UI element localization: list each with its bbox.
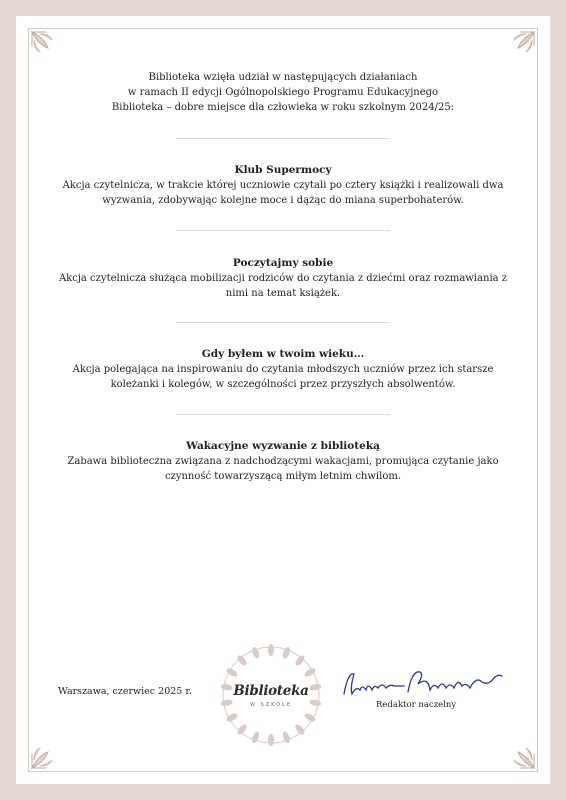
section-line: czynność towarzyszącą miłym letnim chwilom. (164, 471, 402, 482)
section-klub-supermocy (56, 163, 510, 208)
divider (176, 414, 390, 415)
section-line: wyzwania, zdobywając kolejne moce i dążąc do miana superbohaterów. (102, 195, 464, 206)
library-seal-logo (216, 640, 326, 750)
divider (176, 230, 390, 231)
signer-role: Redaktor naczelny (376, 700, 457, 710)
section-description (56, 178, 510, 208)
section-description (56, 271, 510, 301)
section-wakacyjne-wyzwanie (56, 439, 510, 484)
corner-ornament-icon (30, 30, 66, 66)
section-line: Akcja czytelnicza, w trakcie której uczniowie czytali po cztery książki i realizowali dwa (62, 180, 504, 191)
corner-ornament-icon (500, 734, 536, 770)
seal-subtitle: W SZKOLE (249, 702, 293, 708)
intro-line: Biblioteka – dobre miejsce dla człowieka w roku szkolnym 2024/25: (111, 102, 455, 113)
section-title: Wakacyjne wyzwanie z biblioteką (186, 440, 380, 452)
section-title: Poczytajmy sobie (232, 257, 334, 269)
section-poczytajmy-sobie (56, 256, 510, 301)
place-date: Warszawa, czerwiec 2025 r. (58, 686, 192, 697)
certificate-page (16, 16, 550, 784)
section-description (56, 454, 510, 484)
section-line: koleżanki i kolegów, w szczególności przez przyszłych absolwentów. (110, 379, 456, 390)
section-description (56, 362, 510, 392)
divider (176, 322, 390, 323)
intro-text (76, 70, 490, 115)
section-line: Akcja polegająca na inspirowaniu do czytania młodszych uczniów przez ich starsze (72, 364, 494, 375)
signature-icon (338, 666, 508, 702)
corner-ornament-icon (30, 734, 66, 770)
section-title: Klub Supermocy (234, 164, 332, 176)
intro-line: Biblioteka wzięła udział w następujących działaniach (148, 72, 418, 83)
divider (176, 138, 390, 139)
section-title: Gdy byłem w twoim wieku… (201, 348, 365, 360)
intro-line: w ramach II edycji Ogólnopolskiego Programu Edukacyjnego (127, 87, 439, 98)
section-line: Akcja czytelnicza służąca mobilizacji rodziców do czytania z dziećmi oraz rozmawiania z (58, 273, 508, 284)
corner-ornament-icon (500, 30, 536, 66)
section-line: nimi na temat książek. (225, 288, 341, 299)
section-gdy-bylem (56, 347, 510, 392)
section-line: Zabawa biblioteczna związana z nadchodzącymi wakacjami, promująca czytanie jako (67, 456, 499, 467)
seal-name: Biblioteka (233, 683, 309, 699)
handwritten-signature (338, 666, 508, 702)
